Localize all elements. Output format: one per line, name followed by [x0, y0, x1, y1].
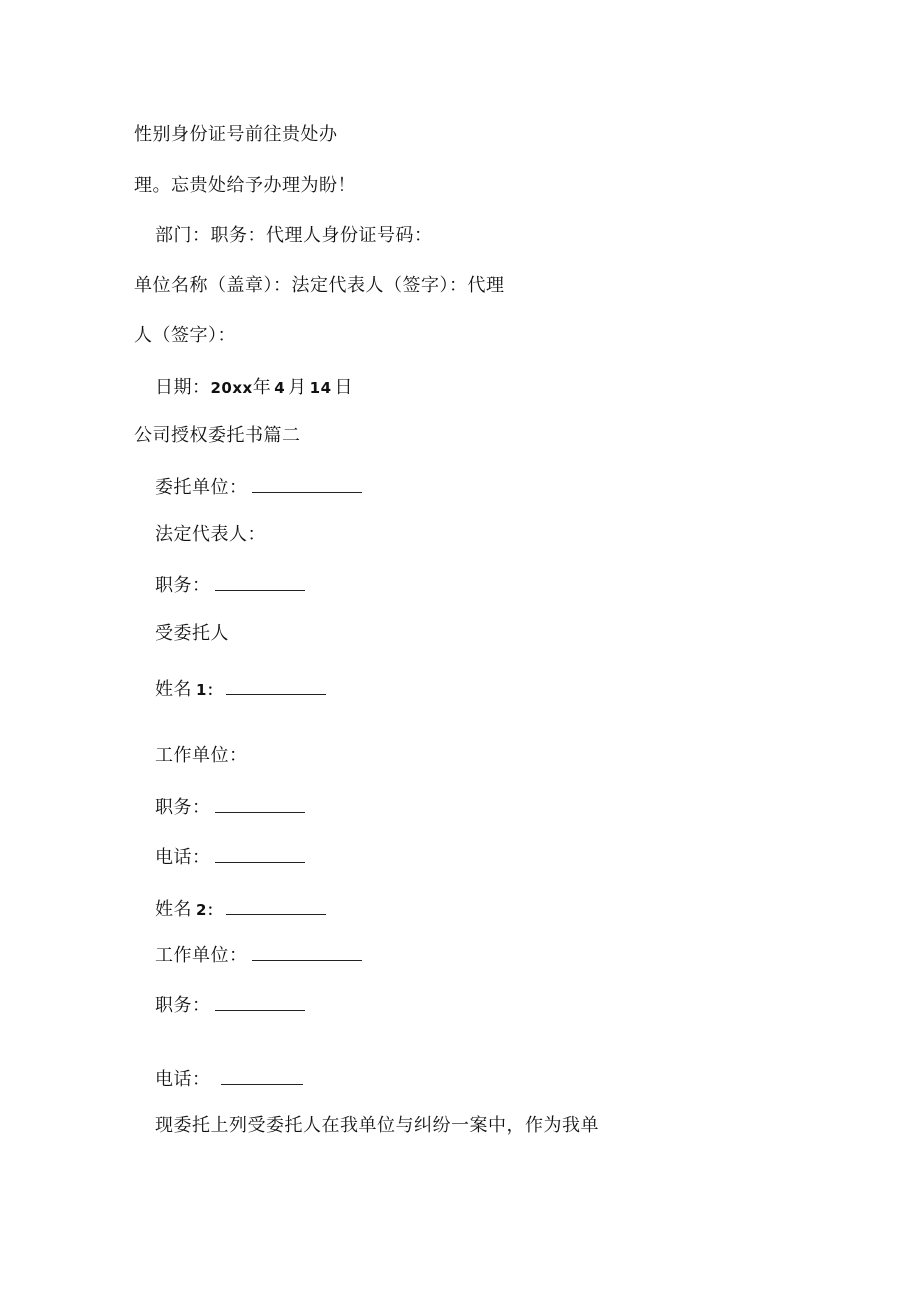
date-ri: 日	[334, 377, 354, 398]
text-line-1	[134, 123, 338, 147]
text-line-last	[155, 1114, 599, 1138]
line-text: 现委托上列受委托人在我单位与纠纷一案中，作为我单	[155, 1115, 599, 1136]
position-blank-2	[215, 794, 305, 813]
field-label: 职务：	[155, 797, 211, 818]
date-yue: 月	[288, 377, 307, 398]
work-unit-line-1	[155, 744, 248, 768]
field-label: 法定代表人：	[155, 524, 266, 545]
entrust-unit-blank	[252, 474, 362, 493]
heading-text: 公司授权委托书篇二	[134, 425, 301, 446]
section-heading	[134, 424, 301, 448]
phone-blank-1	[215, 844, 305, 863]
field-label: 姓名	[155, 899, 192, 920]
text-line-2	[134, 174, 356, 198]
date-nian: 年	[252, 377, 272, 398]
line-text: 理。忘贵处给予办理为盼！	[134, 175, 356, 196]
position-blank-3	[215, 992, 305, 1011]
name-line-1	[155, 676, 326, 702]
field-label: 姓名	[155, 679, 192, 700]
line-text: 部门：职务：代理人身份证号码：	[155, 225, 433, 246]
date-month: 4	[274, 379, 286, 397]
position-line-3	[155, 992, 305, 1018]
text-line-4	[134, 274, 505, 298]
field-label: 受委托人	[155, 623, 229, 644]
field-label: 工作单位：	[155, 945, 248, 966]
line-text: 性别身份证号前往贵处办	[134, 124, 338, 145]
text-line-3	[155, 224, 433, 248]
field-label: 职务：	[155, 995, 211, 1016]
field-label: 电话：	[155, 1069, 211, 1090]
phone-line-1	[155, 844, 305, 870]
date-year: 20xx	[210, 379, 253, 397]
trustee-line	[155, 622, 229, 646]
name-number: 1：	[196, 681, 223, 699]
work-unit-blank-2	[252, 942, 362, 961]
phone-line-2	[155, 1066, 303, 1092]
name-blank-1	[226, 676, 326, 695]
field-label: 职务：	[155, 575, 211, 596]
text-line-5	[134, 324, 236, 348]
name-line-2	[155, 896, 326, 922]
field-label: 电话：	[155, 847, 211, 868]
legal-rep-line	[155, 523, 266, 547]
date-label: 日期：	[155, 377, 211, 398]
date-day: 14	[309, 379, 332, 397]
position-blank-1	[215, 572, 305, 591]
phone-blank-2	[221, 1066, 303, 1085]
position-line-1	[155, 572, 305, 598]
line-text: 人（签字）：	[134, 325, 236, 346]
date-line	[155, 376, 353, 400]
entrust-unit-line	[155, 474, 362, 500]
name-blank-2	[226, 896, 326, 915]
position-line-2	[155, 794, 305, 820]
field-label: 工作单位：	[155, 745, 248, 766]
work-unit-line-2	[155, 942, 362, 968]
line-text: 单位名称（盖章）：法定代表人（签字）：代理	[134, 275, 505, 296]
field-label: 委托单位：	[155, 477, 248, 498]
name-number: 2：	[196, 901, 223, 919]
